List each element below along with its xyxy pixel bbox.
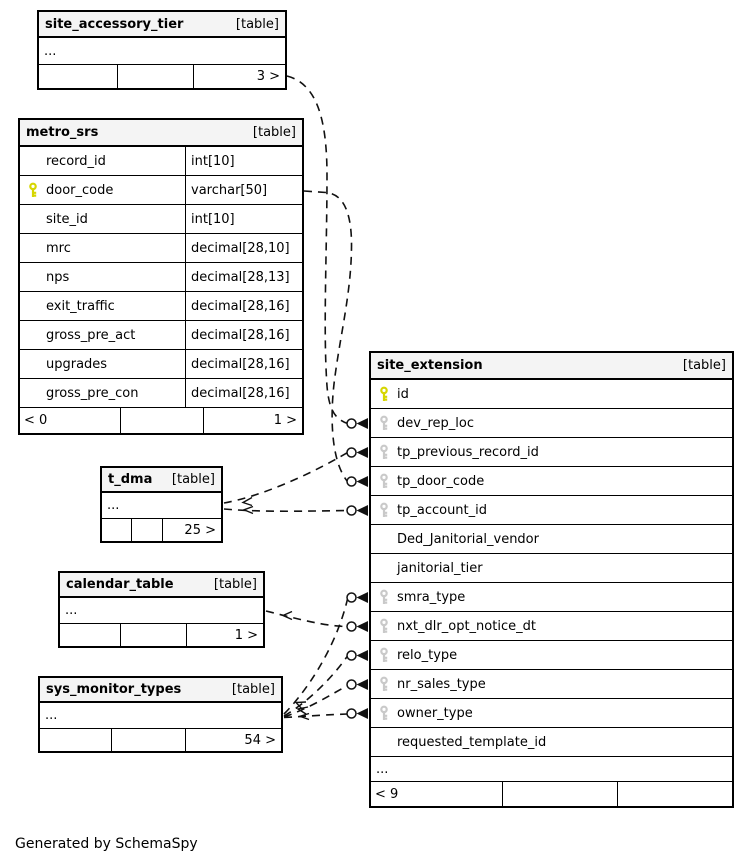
table-title[interactable]: t_dma xyxy=(108,472,153,487)
table-sys-monitor-types[interactable] xyxy=(38,676,283,753)
column-row-janitorial-tier xyxy=(371,554,732,583)
column-row-nps xyxy=(20,263,302,292)
edge-calendar-table-to-nxt-dlr-opt-notice-dt xyxy=(266,611,348,627)
column-name: tp_account_id xyxy=(397,502,488,518)
column-type: int[10] xyxy=(185,205,302,233)
footer-parent-count: < 9 xyxy=(375,786,399,802)
column-name: nps xyxy=(46,269,70,285)
column-row-record-id xyxy=(20,147,302,176)
column-name: exit_traffic xyxy=(46,298,115,314)
table-type-badge: [table] xyxy=(231,682,275,697)
column-type: decimal[28,16] xyxy=(185,292,302,320)
hidden-columns-row: ... xyxy=(371,757,732,782)
edge-sys-monitor-types-to-relo-type xyxy=(284,656,348,716)
footer-parent-count xyxy=(40,729,111,751)
foreign-key-icon xyxy=(371,676,397,692)
column-name: relo_type xyxy=(397,647,458,663)
column-name: dev_rep_loc xyxy=(397,415,474,431)
column-name: tp_previous_record_id xyxy=(397,444,539,460)
column-name: record_id xyxy=(46,153,106,169)
column-row-mrc xyxy=(20,234,302,263)
table-type-badge: [table] xyxy=(252,125,296,140)
column-name: requested_template_id xyxy=(397,734,547,750)
column-name: upgrades xyxy=(46,356,108,372)
foreign-key-icon xyxy=(371,502,397,518)
column-row-id xyxy=(371,380,732,409)
column-name: id xyxy=(397,386,409,402)
table-t-dma[interactable] xyxy=(100,466,223,543)
edge-t-dma-to-tp-account-id xyxy=(224,509,348,511)
column-row-gross-pre-act xyxy=(20,321,302,350)
footer-mid-cell xyxy=(131,519,162,541)
table-title[interactable]: sys_monitor_types xyxy=(46,682,182,697)
table-site-extension[interactable] xyxy=(369,351,734,808)
column-row-requested-template-id xyxy=(371,728,732,757)
footer-child-count: 1 > xyxy=(203,408,302,433)
foreign-key-icon xyxy=(371,444,397,460)
foreign-key-icon xyxy=(371,415,397,431)
table-type-badge: [table] xyxy=(171,472,215,487)
table-calendar-table[interactable] xyxy=(58,571,265,648)
column-type: varchar[50] xyxy=(185,176,302,204)
column-type: int[10] xyxy=(185,147,302,175)
column-name: janitorial_tier xyxy=(397,560,483,576)
column-name: gross_pre_con xyxy=(46,385,139,401)
hidden-columns-row: ... xyxy=(40,703,281,729)
column-type: decimal[28,13] xyxy=(185,263,302,291)
hidden-columns-row: ... xyxy=(39,38,285,65)
column-row-nxt-dlr-opt-notice-dt xyxy=(371,612,732,641)
column-row-relo-type xyxy=(371,641,732,670)
table-title[interactable]: metro_srs xyxy=(26,125,99,140)
table-title[interactable]: calendar_table xyxy=(66,577,174,592)
column-row-tp-previous-record-id xyxy=(371,438,732,467)
edge-sys-monitor-types-to-nr-sales-type xyxy=(284,686,348,718)
column-name: smra_type xyxy=(397,589,466,605)
column-name: Ded_Janitorial_vendor xyxy=(397,531,539,547)
column-name: nxt_dlr_opt_notice_dt xyxy=(397,618,536,634)
foreign-key-icon xyxy=(371,589,397,605)
column-type: decimal[28,16] xyxy=(185,321,302,349)
edge-metro-srs-door-code-to-tp-door-code xyxy=(304,191,352,482)
footer-parent-count xyxy=(102,519,131,541)
foreign-key-icon xyxy=(371,473,397,489)
column-row-exit-traffic xyxy=(20,292,302,321)
column-row-door-code xyxy=(20,176,302,205)
column-name: owner_type xyxy=(397,705,473,721)
foreign-key-icon xyxy=(371,618,397,634)
footer-child-count: 3 > xyxy=(193,65,285,88)
table-title[interactable]: site_extension xyxy=(377,358,483,373)
column-row-upgrades xyxy=(20,350,302,379)
column-name: nr_sales_type xyxy=(397,676,486,692)
column-row-tp-door-code xyxy=(371,467,732,496)
primary-key-icon xyxy=(371,386,397,402)
column-name: mrc xyxy=(46,240,71,256)
table-type-badge: [table] xyxy=(682,358,726,373)
column-row-smra-type xyxy=(371,583,732,612)
column-row-tp-account-id xyxy=(371,496,732,525)
column-type: decimal[28,16] xyxy=(185,379,302,407)
footer-child-count: 1 > xyxy=(186,624,263,646)
hidden-columns-row: ... xyxy=(102,493,221,519)
column-name: door_code xyxy=(46,182,114,198)
column-row-owner-type xyxy=(371,699,732,728)
column-name: tp_door_code xyxy=(397,473,485,489)
footer-parent-count xyxy=(60,624,120,646)
table-type-badge: [table] xyxy=(213,577,257,592)
column-row-nr-sales-type xyxy=(371,670,732,699)
footer-child-count xyxy=(617,782,732,806)
table-type-badge: [table] xyxy=(235,16,279,32)
primary-key-icon xyxy=(20,182,46,198)
column-row-gross-pre-con xyxy=(20,379,302,408)
column-name: gross_pre_act xyxy=(46,327,136,343)
table-title[interactable]: site_accessory_tier xyxy=(45,16,184,32)
footer-child-count: 25 > xyxy=(162,519,221,541)
column-type: decimal[28,10] xyxy=(185,234,302,262)
hidden-columns-row: ... xyxy=(60,598,263,624)
footer-child-count: 54 > xyxy=(185,729,281,751)
foreign-key-icon xyxy=(371,647,397,663)
column-type: decimal[28,16] xyxy=(185,350,302,378)
footer-parent-count: < 0 xyxy=(24,413,48,428)
foreign-key-icon xyxy=(371,705,397,721)
edge-sys-monitor-types-to-owner-type xyxy=(284,714,348,718)
column-row-dev-rep-loc xyxy=(371,409,732,438)
footer-mid-cell xyxy=(117,65,193,88)
column-row-site-id xyxy=(20,205,302,234)
edge-t-dma-to-tp-previous-record-id xyxy=(224,453,348,504)
footer-parent-count xyxy=(39,65,117,88)
footer-mid-cell xyxy=(502,782,617,806)
footer-mid-cell xyxy=(111,729,185,751)
footer-mid-cell xyxy=(120,624,186,646)
fk-connectors xyxy=(347,418,368,719)
footer-mid-cell xyxy=(120,408,203,433)
edge-sys-monitor-types-to-smra-type xyxy=(284,599,348,714)
column-name: site_id xyxy=(46,211,88,227)
table-site-accessory-tier[interactable] xyxy=(37,10,287,90)
table-metro-srs[interactable] xyxy=(18,118,304,435)
generated-by-note: Generated by SchemaSpy xyxy=(15,836,198,852)
column-row-ded-janitorial-vendor xyxy=(371,525,732,554)
